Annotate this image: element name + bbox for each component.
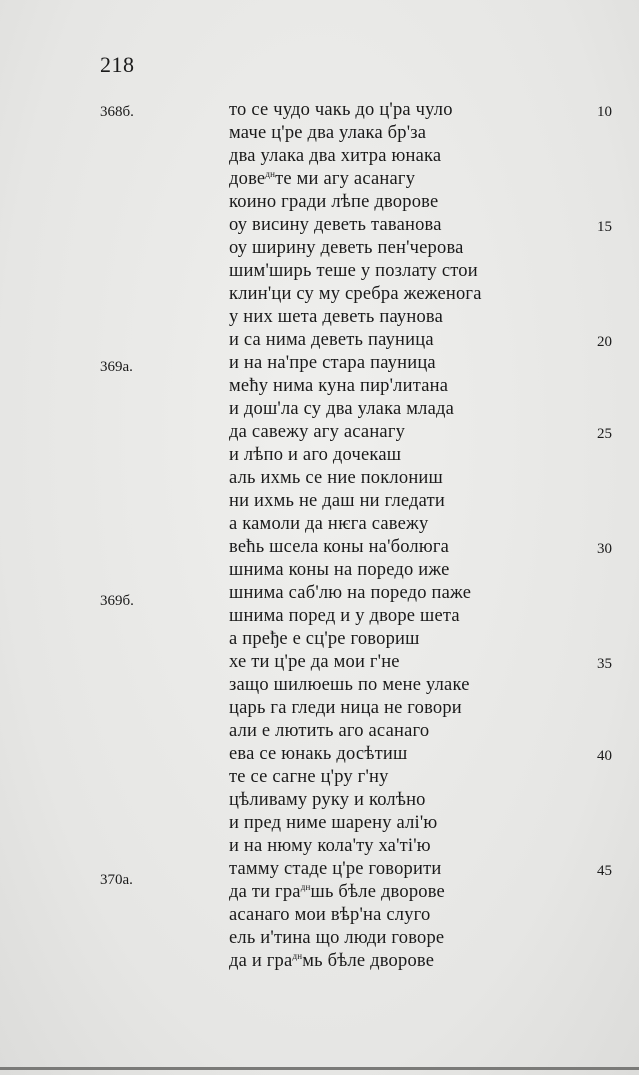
- verse-line: да савежу агу асанагу: [229, 422, 406, 442]
- verse-line: и на на'пре стара пауница: [229, 353, 436, 373]
- line-number: 15: [597, 219, 612, 235]
- superscript: дн: [292, 951, 303, 961]
- verse-line: те се сагне ц'ру г'ну: [229, 767, 389, 787]
- section-marker-369b: 369б.: [100, 593, 134, 609]
- verse-line: [229, 951, 434, 972]
- verse-line: шнима коны на поредо иже: [229, 560, 450, 580]
- verse-line: већь шсела коны на'болюга: [229, 537, 450, 557]
- line-number: 35: [597, 656, 612, 672]
- verse-line: шим'ширь теше у позлату стои: [229, 261, 478, 281]
- verse-text: дове: [229, 169, 266, 189]
- verse-line: и дош'ла су два улака млада: [229, 399, 455, 419]
- verse-line: аль ихмь се ние поклониш: [229, 468, 443, 488]
- verse-line: клин'ци су му сребра жеженога: [229, 284, 482, 304]
- verse-line: а пређе е сц'ре говориш: [229, 629, 420, 649]
- verse-line: и са нима деветь пауница: [229, 330, 434, 350]
- verse-line: два улака два хитра юнака: [229, 146, 442, 166]
- verse-text: да и гра: [229, 951, 293, 971]
- verse-line: шнима поред и у дворе шета: [229, 606, 460, 626]
- verse-text: шь бѣле дворове: [310, 882, 445, 902]
- verse-line: хе ти ц'ре да мои г'не: [229, 652, 400, 672]
- verse-line: шнима саб'лю на поредо паже: [229, 583, 472, 603]
- verse-line: коино гради лѣпе дворове: [229, 192, 439, 212]
- verse-line: то се чудо чакь до ц'ра чуло: [229, 100, 453, 120]
- line-number: 20: [597, 334, 612, 350]
- verse-line: асанаго мои вѣр'на слуго: [229, 905, 431, 925]
- verse-text: да ти гра: [229, 882, 301, 902]
- verse-line: маче ц'ре два улака бр'за: [229, 123, 427, 143]
- verse-line: цѣливаму руку и колѣно: [229, 790, 426, 810]
- verse-text: те ми агу асанагу: [275, 169, 416, 189]
- superscript: дн: [300, 882, 311, 892]
- verse-line: а камоли да нѥга савежу: [229, 514, 429, 534]
- verse-line: оу ширину деветь пен'черова: [229, 238, 464, 258]
- verse-line: оу висину деветь таванова: [229, 215, 442, 235]
- verse-line: у них шета деветь паунова: [229, 307, 444, 327]
- line-number: 45: [597, 863, 612, 879]
- section-marker-368b: 368б.: [100, 104, 134, 120]
- verse-text: мь бѣле дворове: [302, 951, 435, 971]
- line-number: 30: [597, 541, 612, 557]
- page-number: 218: [100, 52, 135, 77]
- section-marker-370a: 370а.: [100, 872, 133, 888]
- verse-line: тамму стаде ц'ре говорити: [229, 859, 442, 879]
- superscript: дн: [265, 169, 276, 179]
- verse-line: мећу нима куна пир'литана: [229, 376, 449, 396]
- line-number: 25: [597, 426, 612, 442]
- verse-line: ни ихмь не даш ни гледати: [229, 491, 445, 511]
- verse-line: и пред ниме шарену алі'ю: [229, 813, 438, 833]
- verse-line: защо шилюешь по мене улаке: [229, 675, 470, 695]
- line-number: 10: [597, 104, 612, 120]
- verse-line: али е лютить аго асанаго: [229, 721, 430, 741]
- verse-line: царь га гледи ница не говори: [229, 698, 462, 718]
- verse-line: ель и'тина що люди говоре: [229, 928, 445, 948]
- verse-line: и лѣпо и аго дочекаш: [229, 445, 402, 465]
- verse-line: [229, 882, 445, 903]
- verse-line: [229, 169, 415, 190]
- section-marker-369a: 369а.: [100, 359, 133, 375]
- verse-line: ева се юнакь досѣтиш: [229, 744, 408, 764]
- verse-line: и на нюму кола'ту ха'ті'ю: [229, 836, 431, 856]
- line-number: 40: [597, 748, 612, 764]
- bottom-rule: [0, 1067, 639, 1070]
